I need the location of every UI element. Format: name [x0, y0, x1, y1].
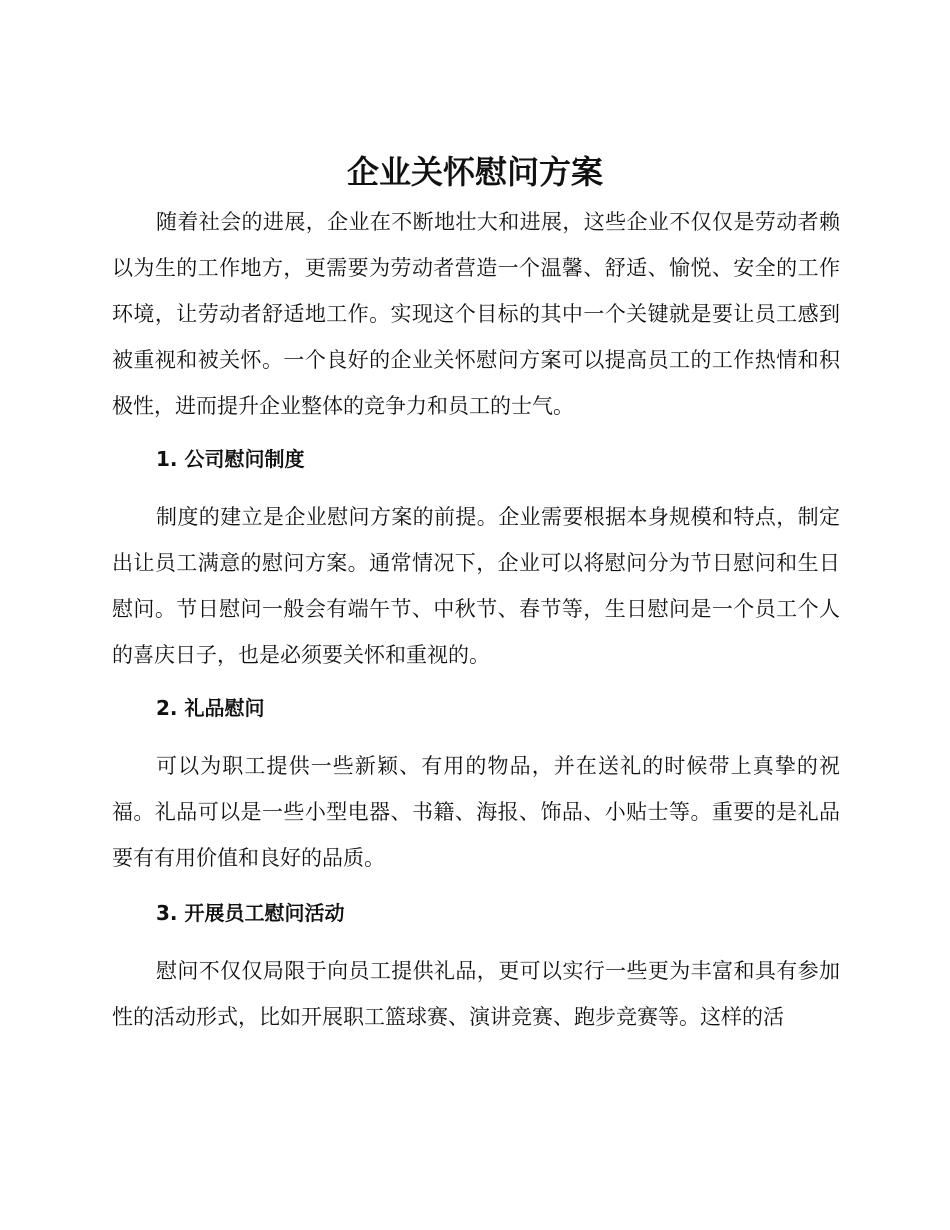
section-heading-3: 3. 开展员工慰问活动 — [156, 901, 345, 925]
section-heading-1: 1. 公司慰问制度 — [156, 447, 305, 471]
section-paragraph-3: 慰问不仅仅局限于向员工提供礼品，更可以实行一些更为丰富和具有参加性的活动形式，比如开展职工篮球赛、演讲竞赛、跑步竞赛等。这样的活 — [112, 959, 840, 1029]
section-paragraph-2: 可以为职工提供一些新颖、有用的物品，并在送礼的时候带上真挚的祝福。礼品可以是一些小型电器、书籍、海报、饰品、小贴士等。重要的是礼品要有有用价值和良好的品质。 — [112, 754, 840, 870]
document-title: 企业关怀慰问方案 — [346, 153, 603, 191]
intro-paragraph: 随着社会的进展，企业在不断地壮大和进展，这些企业不仅仅是劳动者赖以为生的工作地方，更需要为劳动者营造一个温馨、舒适、愉悦、安全的工作环境，让劳动者舒适地工作。实现这个目标的其中一个关键就是要让员工感到被重视和被关怀。一个良好的企业关怀慰问方案可以提高员工的工作热情和积极性，进而提升企业整体的竞争力和员工的士气。 — [112, 210, 840, 418]
section-heading-2: 2. 礼品慰问 — [156, 696, 265, 720]
section-paragraph-1: 制度的建立是企业慰问方案的前提。企业需要根据本身规模和特点，制定出让员工满意的慰问方案。通常情况下，企业可以将慰问分为节日慰问和生日慰问。节日慰问一般会有端午节、中秋节、春节等，生日慰问是一个员工个人的喜庆日子，也是必须要关怀和重视的。 — [112, 505, 840, 667]
